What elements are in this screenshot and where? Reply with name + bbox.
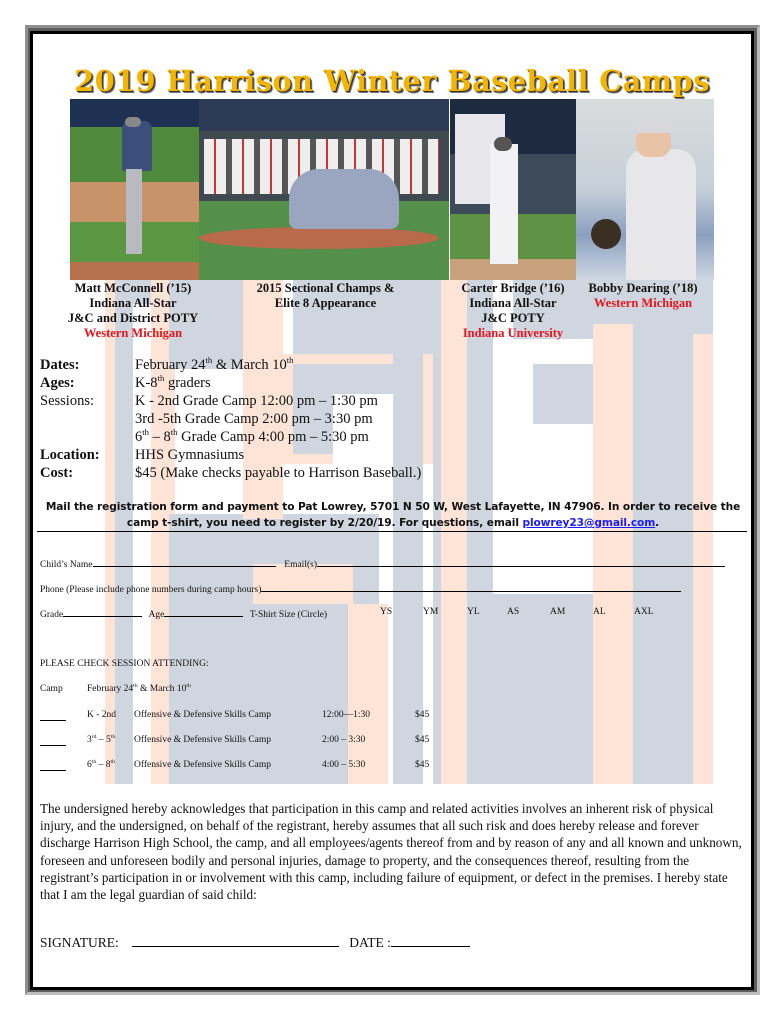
age-field[interactable]	[164, 607, 243, 617]
session-checklist-heading: PLEASE CHECK SESSION ATTENDING:	[40, 659, 209, 669]
session-1: K - 2nd Grade Camp 12:00 pm – 1:30 pm	[135, 393, 378, 409]
flyer-page	[33, 34, 751, 987]
session-check-blank[interactable]	[40, 745, 66, 746]
email-field[interactable]	[317, 557, 725, 567]
pitcher-delivery-photo	[576, 99, 714, 280]
mail-line-2: camp t-shirt, you need to register by 2/20/19. For questions, email plowrey23@gmail.com.	[126, 517, 660, 529]
size-option-ys[interactable]: YS	[380, 607, 393, 617]
date-label: DATE :	[349, 935, 391, 950]
liability-waiver: The undersigned hereby acknowledges that participation in this camp and related activities involves an inherent risk of physical injury, and the undersigned, on behalf of the registrant, hereby assumes that all such risk and does hereby release and forever discharge Harrison High School, the camp, and all employees/agents thereof from and by reason of any and all known and unknown, foreseen and unforeseen bodily and personal injuries, damage to property, and the consequences thereof, resulting from the registrant’s participation in or involvement with this camp, including failure of equipment, or defect in the premises. I hereby state that I am the legal guardian of said child:	[40, 801, 742, 903]
camp-info	[40, 356, 421, 482]
child-name-field[interactable]	[93, 557, 276, 567]
grade-age-size-row	[40, 607, 746, 621]
caption-college: Western Michigan	[83, 326, 183, 340]
caption-college: Indiana University	[462, 326, 564, 340]
child-name-label: Child’s Name	[40, 560, 93, 570]
caption-honor: Indiana All-Star	[469, 296, 557, 310]
caption-name: Matt McConnell (’15)	[74, 281, 192, 295]
caption-honor: J&C and District POTY	[67, 311, 199, 325]
flyer-title: 2019 Harrison Winter Baseball Camps	[74, 64, 710, 98]
camp-label: Camp	[40, 684, 63, 694]
session-grade: K - 2nd	[87, 710, 117, 720]
session-2: 3rd -5th Grade Camp 2:00 pm – 3:30 pm	[135, 411, 373, 427]
dates-label: Dates:	[40, 357, 80, 373]
caption-bobby-dearing	[578, 281, 708, 311]
caption-line: Elite 8 Appearance	[274, 296, 377, 310]
age-label: Age	[148, 610, 165, 620]
dates-value: February 24th & March 10th	[135, 355, 294, 373]
session-grade: 6th – 8th	[87, 758, 115, 770]
ages-value: K-8th graders	[135, 373, 211, 391]
cost-value: $45 (Make checks payable to Harrison Baseball.)	[135, 465, 422, 481]
team-celebration-photo	[199, 99, 449, 280]
caption-honor: J&C POTY	[481, 311, 545, 325]
session-time: 12:00—1:30	[322, 710, 371, 720]
session-name: Offensive & Defensive Skills Camp	[134, 760, 272, 770]
phone-label: Phone (Please include phone numbers during camp hours)	[40, 585, 262, 595]
batter-photo	[450, 99, 576, 280]
phone-field[interactable]	[261, 582, 681, 592]
session-price: $45	[415, 710, 430, 720]
email-label: Email(s)	[284, 560, 317, 570]
caption-honor: Indiana All-Star	[89, 296, 177, 310]
session-name: Offensive & Defensive Skills Camp	[134, 735, 272, 745]
pitcher-windup-photo	[70, 99, 199, 280]
caption-matt-mcconnell	[63, 281, 203, 341]
signature-row	[40, 934, 470, 951]
divider-line	[37, 531, 747, 532]
size-option-ym[interactable]: YM	[423, 607, 439, 617]
caption-carter-bridge	[448, 281, 578, 341]
session-check-blank[interactable]	[40, 770, 66, 771]
size-option-axl[interactable]: AXL	[634, 607, 654, 617]
session-time: 4:00 – 5:30	[322, 760, 366, 770]
phone-row	[40, 582, 746, 595]
location-value: HHS Gymnasiums	[135, 447, 245, 463]
session-name: Offensive & Defensive Skills Camp	[134, 710, 272, 720]
size-option-as[interactable]: AS	[507, 607, 520, 617]
session-check-blank[interactable]	[40, 720, 66, 721]
size-option-am[interactable]: AM	[550, 607, 566, 617]
grade-field[interactable]	[63, 607, 142, 617]
session-grade: 3rd – 5th	[87, 733, 116, 745]
caption-college: Western Michigan	[593, 296, 693, 310]
mail-instructions	[37, 499, 749, 531]
session-price: $45	[415, 760, 430, 770]
camp-dates: February 24th & March 10th	[87, 682, 191, 694]
location-label: Location:	[40, 447, 100, 463]
date-field[interactable]	[391, 934, 470, 947]
session-3: 6th – 8th Grade Camp 4:00 pm – 5:30 pm	[135, 427, 369, 445]
signature-label: SIGNATURE:	[40, 935, 119, 950]
size-option-al[interactable]: AL	[593, 607, 606, 617]
child-name-row	[40, 557, 746, 570]
caption-name: Carter Bridge (’16)	[461, 281, 565, 295]
cost-label: Cost:	[40, 465, 74, 481]
grade-label: Grade	[40, 610, 64, 620]
caption-name: Bobby Dearing (’18)	[588, 281, 698, 295]
session-price: $45	[415, 735, 430, 745]
email-link[interactable]: plowrey23@gmail.com	[522, 517, 656, 529]
ages-label: Ages:	[40, 375, 75, 391]
sessions-label: Sessions:	[40, 393, 94, 409]
caption-sectional-champs	[238, 281, 413, 311]
session-time: 2:00 – 3:30	[322, 735, 366, 745]
caption-line: 2015 Sectional Champs &	[256, 281, 395, 295]
mail-line-1: Mail the registration form and payment to Pat Lowrey, 5701 N 50 W, West Lafayette, IN 47906. In order to receive the	[45, 501, 741, 513]
tshirt-size-label: T-Shirt Size (Circle)	[249, 610, 328, 620]
signature-field[interactable]	[132, 934, 339, 947]
size-option-yl[interactable]: YL	[467, 607, 480, 617]
